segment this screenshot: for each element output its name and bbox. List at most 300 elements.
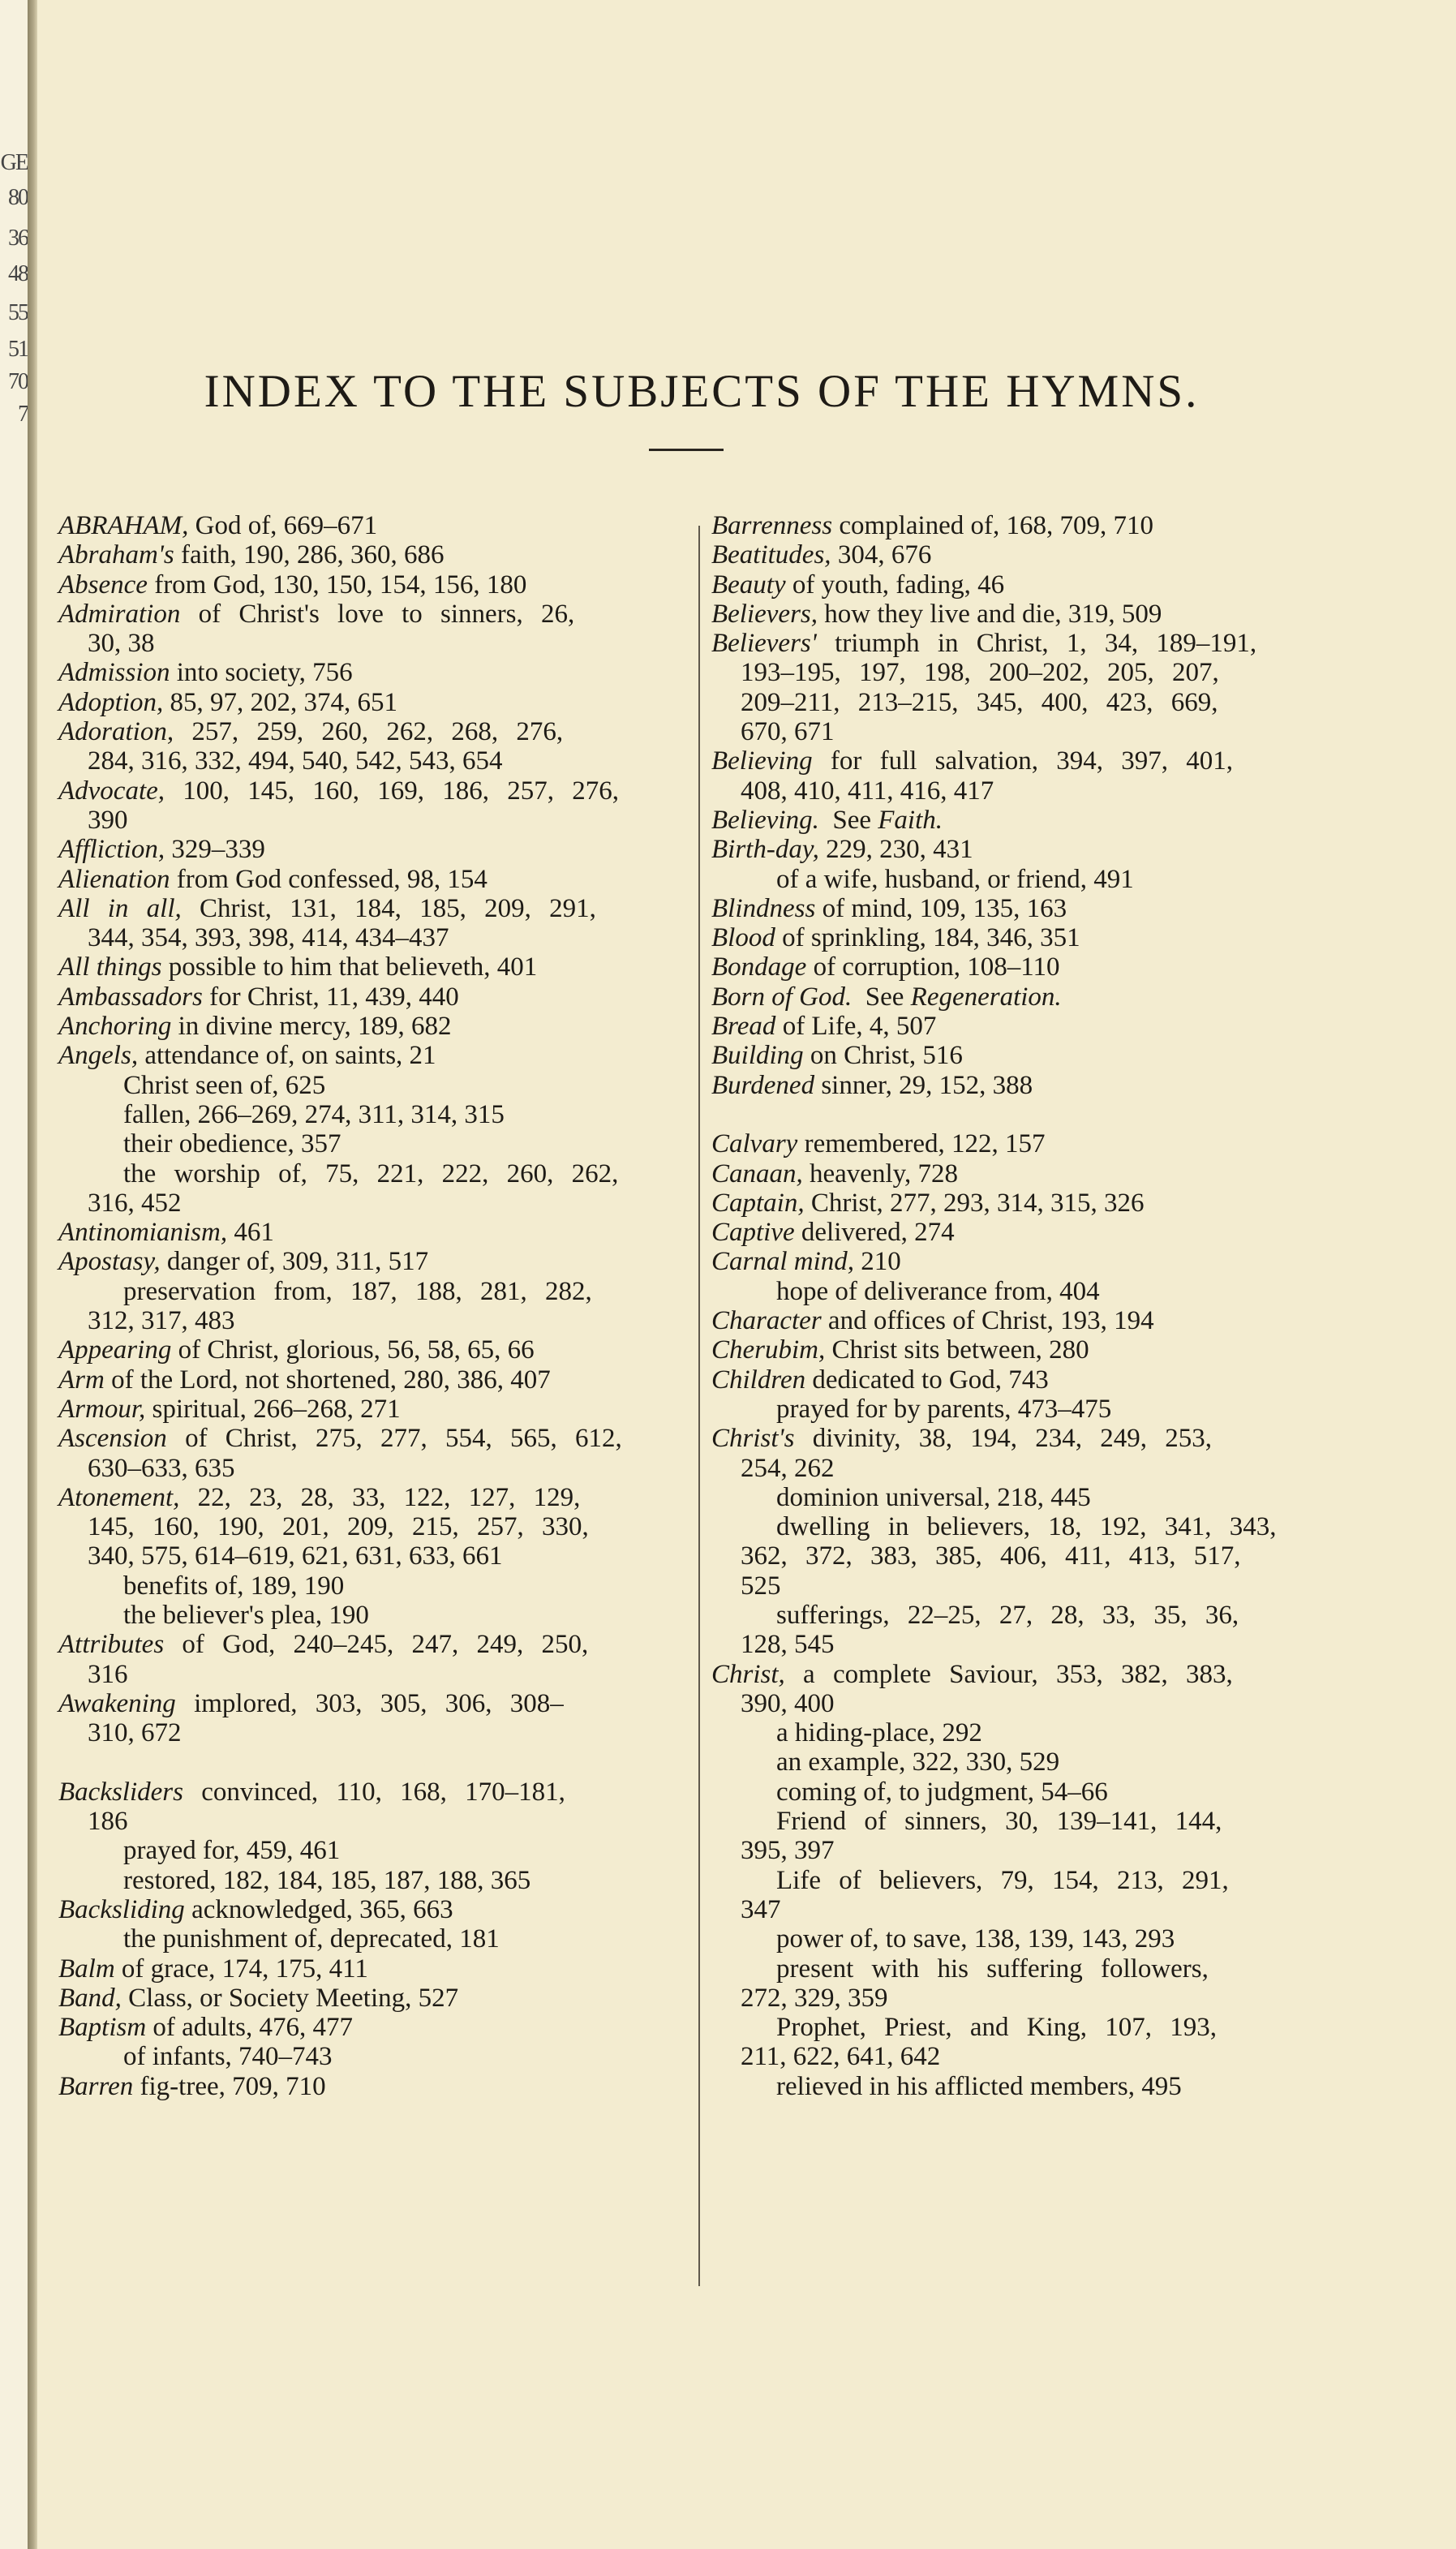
entry-references: present with his suffering followers, (776, 1954, 1209, 1984)
index-entry (711, 1306, 1336, 1335)
index-entry (58, 1335, 683, 1365)
index-subentry (711, 1777, 1336, 1807)
entry-heading: Building (711, 1041, 804, 1071)
index-subentry (711, 1954, 1336, 1984)
entry-line (711, 511, 1153, 540)
index-subentry (711, 1277, 1336, 1306)
entry-references: preservation from, 187, 188, 281, 282, (123, 1276, 592, 1306)
entry-line (711, 1071, 1033, 1100)
index-entry-continuation (58, 1660, 683, 1689)
entry-line (58, 1395, 401, 1424)
entry-line (58, 982, 459, 1012)
entry-line (58, 2072, 326, 2101)
index-entry (58, 1689, 683, 1718)
entry-heading: Captive (711, 1218, 795, 1248)
entry-references: 347 (741, 1894, 781, 1924)
index-entry (58, 1395, 683, 1424)
entry-heading: Birth-day, (711, 835, 819, 865)
entry-line (123, 1924, 500, 1954)
entry-line (711, 1365, 1049, 1395)
index-subentry (711, 1601, 1336, 1630)
index-subentry (711, 1866, 1336, 1895)
entry-references: 390, 400 (741, 1688, 835, 1718)
previous-page-edge (0, 0, 28, 2549)
entry-heading: Character (711, 1306, 822, 1336)
index-entry-continuation (711, 1836, 1336, 1865)
index-entry-continuation (58, 1512, 683, 1541)
entry-references: power of, to save, 138, 139, 143, 293 (776, 1924, 1175, 1954)
index-entry (711, 806, 1336, 835)
entry-line (711, 1306, 1154, 1335)
entry-references: God of, 669–671 (188, 511, 378, 540)
entry-line (88, 746, 503, 776)
index-entry (711, 952, 1336, 982)
entry-references: 304, 676 (831, 540, 932, 570)
entry-references: See (852, 982, 911, 1012)
entry-references: sufferings, 22–25, 27, 28, 33, 35, 36, (776, 1600, 1239, 1630)
entry-references: for Christ, 11, 439, 440 (202, 982, 459, 1012)
index-entry-continuation (58, 1306, 683, 1335)
previous-page-fragment: 55 (8, 300, 28, 325)
entry-line (58, 2013, 353, 2042)
entry-line (711, 1041, 963, 1070)
entry-line (741, 1895, 781, 1924)
entry-references: from God, 130, 150, 154, 156, 180 (147, 570, 527, 600)
entry-references: dominion universal, 218, 445 (776, 1482, 1091, 1512)
entry-references: 525 (741, 1571, 781, 1601)
entry-line (711, 1335, 1089, 1365)
entry-line (58, 1247, 428, 1276)
entry-references: Christ, 131, 184, 185, 209, 291, (181, 893, 596, 923)
index-entry (58, 688, 683, 717)
entry-line (58, 1483, 580, 1512)
index-entry (58, 1954, 683, 1984)
index-entry-continuation (711, 1689, 1336, 1718)
entry-heading: Children (711, 1365, 806, 1395)
entry-line (711, 806, 943, 835)
entry-heading: Baptism (58, 2013, 147, 2043)
entry-line (88, 1189, 182, 1218)
entry-line (741, 658, 1219, 687)
entry-references: 390 (88, 805, 128, 835)
entry-references: Friend of sinners, 30, 139–141, 144, (776, 1807, 1222, 1837)
entry-line (741, 1454, 835, 1483)
index-entry (711, 1189, 1336, 1218)
entry-references: possible to him that believeth, 401 (161, 952, 538, 982)
entry-heading: Believers' (711, 629, 817, 659)
entry-references: of God, 240–245, 247, 249, 250, (164, 1630, 589, 1660)
entry-references: and offices of Christ, 193, 194 (821, 1306, 1154, 1336)
entry-line (711, 540, 931, 570)
index-entry (58, 952, 683, 982)
index-entry-continuation (58, 923, 683, 952)
entry-references: complained of, 168, 709, 710 (832, 511, 1154, 540)
entry-line (711, 1012, 936, 1041)
index-entry (711, 629, 1336, 658)
index-subentry (58, 2042, 683, 2071)
title-rule (649, 449, 724, 451)
entry-line (776, 1777, 1108, 1807)
entry-line (88, 1541, 503, 1571)
index-entry (711, 1424, 1336, 1453)
entry-references: Christ, 277, 293, 314, 315, 326 (804, 1188, 1145, 1218)
entry-line (58, 511, 377, 540)
entry-heading: Born of God. (711, 982, 853, 1012)
index-subentry (711, 1747, 1336, 1777)
entry-references: convinced, 110, 168, 170–181, (183, 1777, 565, 1807)
entry-heading: Abraham's (58, 540, 174, 570)
entry-references: 329–339 (165, 835, 265, 865)
index-entry (58, 1984, 683, 2013)
index-entry-continuation (711, 1541, 1336, 1571)
entry-heading: Antinomianism, (58, 1218, 228, 1248)
entry-line (58, 1984, 458, 2013)
entry-heading: Believing (711, 746, 813, 776)
entry-references: hope of deliverance from, 404 (776, 1276, 1100, 1306)
entry-line (776, 2072, 1182, 2101)
entry-heading: Barren (58, 2071, 134, 2101)
entry-line (88, 1306, 235, 1335)
entry-references: a complete Saviour, 353, 382, 383, (784, 1659, 1233, 1689)
entry-line (741, 1984, 888, 2013)
index-entry-continuation (58, 806, 683, 835)
entry-line (711, 1660, 1233, 1689)
entry-line (711, 1218, 955, 1247)
entry-heading: Blood (711, 923, 775, 953)
entry-references: 340, 575, 614–619, 621, 631, 633, 661 (88, 1541, 503, 1571)
index-entry-continuation (711, 1454, 1336, 1483)
entry-line (88, 1512, 589, 1541)
entry-references: acknowledged, 365, 663 (184, 1894, 453, 1924)
index-subentry (58, 1571, 683, 1601)
entry-references: 395, 397 (741, 1836, 835, 1866)
entry-heading: Blindness (711, 893, 816, 923)
index-entry (58, 1218, 683, 1247)
entry-references: of mind, 109, 135, 163 (815, 893, 1067, 923)
entry-line (711, 629, 1256, 658)
entry-line (741, 688, 1218, 717)
entry-references: Christ seen of, 625 (123, 1070, 326, 1100)
entry-line (123, 1601, 369, 1630)
previous-page-fragment: 51 (8, 337, 28, 362)
entry-heading: Beatitudes, (711, 540, 831, 570)
entry-line (58, 1954, 368, 1984)
entry-references: the worship of, 75, 221, 222, 260, 262, (123, 1158, 619, 1189)
entry-references: of adults, 476, 477 (146, 2013, 353, 2043)
entry-heading: Believing. (711, 805, 819, 835)
entry-line (741, 1689, 835, 1718)
entry-references: 310, 672 (88, 1718, 182, 1748)
index-entry (58, 1777, 683, 1807)
entry-line (741, 776, 994, 806)
entry-heading: Christ's (711, 1424, 795, 1454)
index-entry (58, 982, 683, 1012)
section-gap (711, 1100, 1336, 1129)
entry-line (741, 717, 835, 746)
index-entry (711, 1218, 1336, 1247)
entry-references: 145, 160, 190, 201, 209, 215, 257, 330, (88, 1512, 589, 1542)
entry-references: 22, 23, 28, 33, 122, 127, 129, (179, 1482, 581, 1512)
entry-references: of Christ's love to sinners, 26, (180, 599, 575, 629)
entry-heading: Carnal mind, (711, 1247, 855, 1277)
entry-heading: Bondage (711, 952, 807, 982)
index-entry-continuation (58, 1189, 683, 1218)
index-entry (711, 1365, 1336, 1395)
entry-line (88, 629, 155, 658)
entry-line (58, 835, 265, 864)
entry-references: 193–195, 197, 198, 200–202, 205, 207, (741, 658, 1219, 688)
entry-references: of a wife, husband, or friend, 491 (776, 864, 1134, 894)
index-entry-continuation (58, 1718, 683, 1747)
entry-line (711, 746, 1233, 776)
index-entry (58, 835, 683, 864)
index-entry (58, 1483, 683, 1512)
entry-references: 344, 354, 393, 398, 414, 434–437 (88, 923, 449, 953)
entry-line (741, 1571, 781, 1601)
entry-references: in divine mercy, 189, 682 (171, 1012, 452, 1042)
entry-line (123, 1071, 325, 1100)
entry-line (123, 1836, 340, 1865)
entry-references: triumph in Christ, 1, 34, 189–191, (816, 629, 1257, 659)
entry-references: 257, 259, 260, 262, 268, 276, (174, 717, 564, 747)
entry-references: 362, 372, 383, 385, 406, 411, 413, 517, (741, 1541, 1241, 1571)
entry-line (776, 865, 1134, 894)
entry-line (58, 717, 563, 746)
index-entry (58, 1895, 683, 1924)
cross-reference: Faith. (878, 805, 943, 835)
entry-references: spiritual, 266–268, 271 (145, 1394, 401, 1424)
index-entry-continuation (58, 1541, 683, 1571)
entry-heading: Atonement, (58, 1482, 180, 1512)
page-title: INDEX TO THE SUBJECTS OF THE HYMNS. (204, 366, 1200, 418)
entry-line (58, 1335, 535, 1365)
entry-line (58, 688, 397, 717)
entry-heading: Appearing (58, 1335, 172, 1365)
index-entry (711, 1041, 1336, 1070)
entry-references: a hiding-place, 292 (776, 1718, 982, 1748)
entry-line (58, 600, 574, 629)
entry-references: 316, 452 (88, 1188, 182, 1218)
index-subentry (711, 1718, 1336, 1747)
entry-references: of Christ, glorious, 56, 58, 65, 66 (171, 1335, 535, 1365)
entry-heading: Ambassadors (58, 982, 203, 1012)
index-subentry (58, 1071, 683, 1100)
index-entry-continuation (711, 1895, 1336, 1924)
entry-line (123, 1159, 618, 1189)
previous-page-fragment: 48 (8, 261, 28, 286)
entry-line (711, 982, 1062, 1012)
entry-line (123, 1100, 505, 1129)
entry-references: remembered, 122, 157 (797, 1129, 1046, 1159)
entry-line (58, 1895, 453, 1924)
entry-heading: Admiration (58, 599, 181, 629)
entry-heading: All things (58, 952, 162, 982)
entry-line (711, 923, 1080, 952)
entry-references: 284, 316, 332, 494, 540, 542, 543, 654 (88, 746, 503, 776)
index-entry (58, 1041, 683, 1070)
entry-heading: Ascension (58, 1424, 167, 1454)
index-subentry (711, 1395, 1336, 1424)
entry-line (58, 1365, 551, 1395)
entry-heading: Christ, (711, 1659, 785, 1689)
entry-line (711, 894, 1067, 923)
index-entry-continuation (711, 688, 1336, 717)
entry-references: an example, 322, 330, 529 (776, 1747, 1060, 1777)
index-entry-continuation (58, 629, 683, 658)
entry-references: implored, 303, 305, 306, 308– (175, 1688, 564, 1718)
entry-line (123, 1866, 530, 1895)
entry-references: into society, 756 (170, 658, 353, 688)
index-entry-continuation (711, 717, 1336, 746)
index-entry (711, 1129, 1336, 1158)
entry-line (88, 806, 128, 835)
index-entry (711, 1660, 1336, 1689)
index-entry-continuation (58, 1454, 683, 1483)
entry-line (58, 540, 444, 570)
entry-heading: Canaan, (711, 1158, 803, 1189)
entry-line (741, 1630, 835, 1659)
entry-references: prayed for by parents, 473–475 (776, 1394, 1112, 1424)
previous-page-fragment: 70 (8, 369, 28, 394)
index-entry (711, 1071, 1336, 1100)
entry-line (741, 1541, 1241, 1571)
entry-references: 254, 262 (741, 1453, 835, 1483)
entry-heading: Armour, (58, 1394, 146, 1424)
entry-references: 211, 622, 641, 642 (741, 2042, 941, 2072)
previous-page-fragment: GE (0, 150, 28, 175)
entry-heading: Burdened (711, 1070, 815, 1100)
entry-references: how they live and die, 319, 509 (818, 599, 1162, 629)
index-entry (58, 1365, 683, 1395)
index-subentry (711, 1924, 1336, 1954)
index-entry (58, 600, 683, 629)
entry-references: coming of, to judgment, 54–66 (776, 1777, 1108, 1807)
entry-references: 186 (88, 1807, 128, 1837)
index-entry (711, 1159, 1336, 1189)
index-entry-continuation (711, 1630, 1336, 1659)
entry-references: the punishment of, deprecated, 181 (123, 1924, 500, 1954)
entry-line (88, 923, 449, 952)
entry-line (58, 658, 353, 687)
entry-line (711, 1189, 1145, 1218)
index-subentry (711, 865, 1336, 894)
entry-references: 408, 410, 411, 416, 417 (741, 776, 994, 806)
index-entry (711, 746, 1336, 776)
entry-line (58, 1777, 565, 1807)
entry-line (123, 1129, 341, 1158)
index-column-right (711, 511, 1336, 2101)
entry-line (58, 952, 537, 982)
index-entry (711, 1247, 1336, 1276)
entry-heading: Affliction, (58, 835, 165, 865)
entry-heading: Absence (58, 570, 148, 600)
entry-line (776, 1807, 1222, 1836)
index-entry (711, 570, 1336, 600)
entry-references: 210 (854, 1247, 901, 1277)
previous-page-fragment: 7 (18, 402, 28, 427)
entry-line (776, 1483, 1091, 1512)
section-gap (58, 1747, 683, 1777)
entry-line (58, 865, 487, 894)
entry-references: Life of believers, 79, 154, 213, 291, (776, 1865, 1229, 1895)
entry-references: of sprinkling, 184, 346, 351 (775, 923, 1080, 953)
index-subentry (711, 2072, 1336, 2101)
entry-line (88, 1660, 128, 1689)
entry-references: 630–633, 635 (88, 1453, 235, 1483)
entry-line (58, 570, 526, 600)
entry-references: from God confessed, 98, 154 (170, 864, 487, 894)
entry-line (711, 1247, 901, 1276)
index-entry-continuation (58, 746, 683, 776)
index-entry-continuation (711, 658, 1336, 687)
entry-heading: Bread (711, 1012, 776, 1042)
entry-references: danger of, 309, 311, 517 (160, 1247, 429, 1277)
entry-heading: Backsliders (58, 1777, 183, 1807)
index-entry (58, 540, 683, 570)
entry-line (776, 1395, 1111, 1424)
column-divider (698, 526, 700, 2286)
index-entry (58, 570, 683, 600)
entry-references: of youth, fading, 46 (785, 570, 1005, 600)
entry-line (88, 1718, 182, 1747)
entry-line (58, 894, 596, 923)
entry-references: dedicated to God, 743 (805, 1365, 1049, 1395)
entry-line (711, 952, 1060, 982)
entry-heading: Admission (58, 658, 170, 688)
entry-references: of Christ, 275, 277, 554, 565, 612, (166, 1424, 622, 1454)
entry-references: fallen, 266–269, 274, 311, 314, 315 (123, 1099, 505, 1129)
index-entry (58, 658, 683, 687)
entry-line (711, 1159, 958, 1189)
index-entry (711, 1012, 1336, 1041)
entry-line (776, 2013, 1217, 2042)
entry-references: 85, 97, 202, 374, 651 (163, 687, 397, 717)
previous-page-fragment: 80 (8, 185, 28, 210)
index-subentry (58, 1601, 683, 1630)
index-subentry (711, 1807, 1336, 1836)
entry-line (741, 1836, 835, 1865)
entry-references: Class, or Society Meeting, 527 (121, 1983, 459, 2013)
entry-heading: Advocate, (58, 776, 165, 806)
entry-heading: Beauty (711, 570, 786, 600)
index-entry (711, 1335, 1336, 1365)
index-subentry (711, 1483, 1336, 1512)
entry-references: sinner, 29, 152, 388 (814, 1070, 1033, 1100)
entry-references: on Christ, 516 (803, 1041, 963, 1071)
entry-line (711, 835, 973, 864)
index-entry (58, 1012, 683, 1041)
index-entry (711, 894, 1336, 923)
entry-references: prayed for, 459, 461 (123, 1836, 341, 1866)
entry-heading: Captain, (711, 1188, 805, 1218)
entry-line (776, 1277, 1100, 1306)
index-subentry (711, 1512, 1336, 1541)
entry-line (58, 776, 619, 806)
entry-references: Christ sits between, 280 (825, 1335, 1089, 1365)
entry-references: their obedience, 357 (123, 1129, 341, 1159)
entry-heading: Calvary (711, 1129, 798, 1159)
entry-references: 316 (88, 1659, 128, 1689)
index-entry (711, 923, 1336, 952)
previous-page-fragment: 36 (8, 226, 28, 251)
entry-heading: Backsliding (58, 1894, 185, 1924)
entry-references: of grace, 174, 175, 411 (114, 1954, 368, 1984)
entry-references: 128, 545 (741, 1630, 835, 1660)
book-gutter (28, 0, 37, 2549)
index-entry (58, 717, 683, 746)
index-entry (711, 835, 1336, 864)
index-entry-continuation (711, 2042, 1336, 2071)
